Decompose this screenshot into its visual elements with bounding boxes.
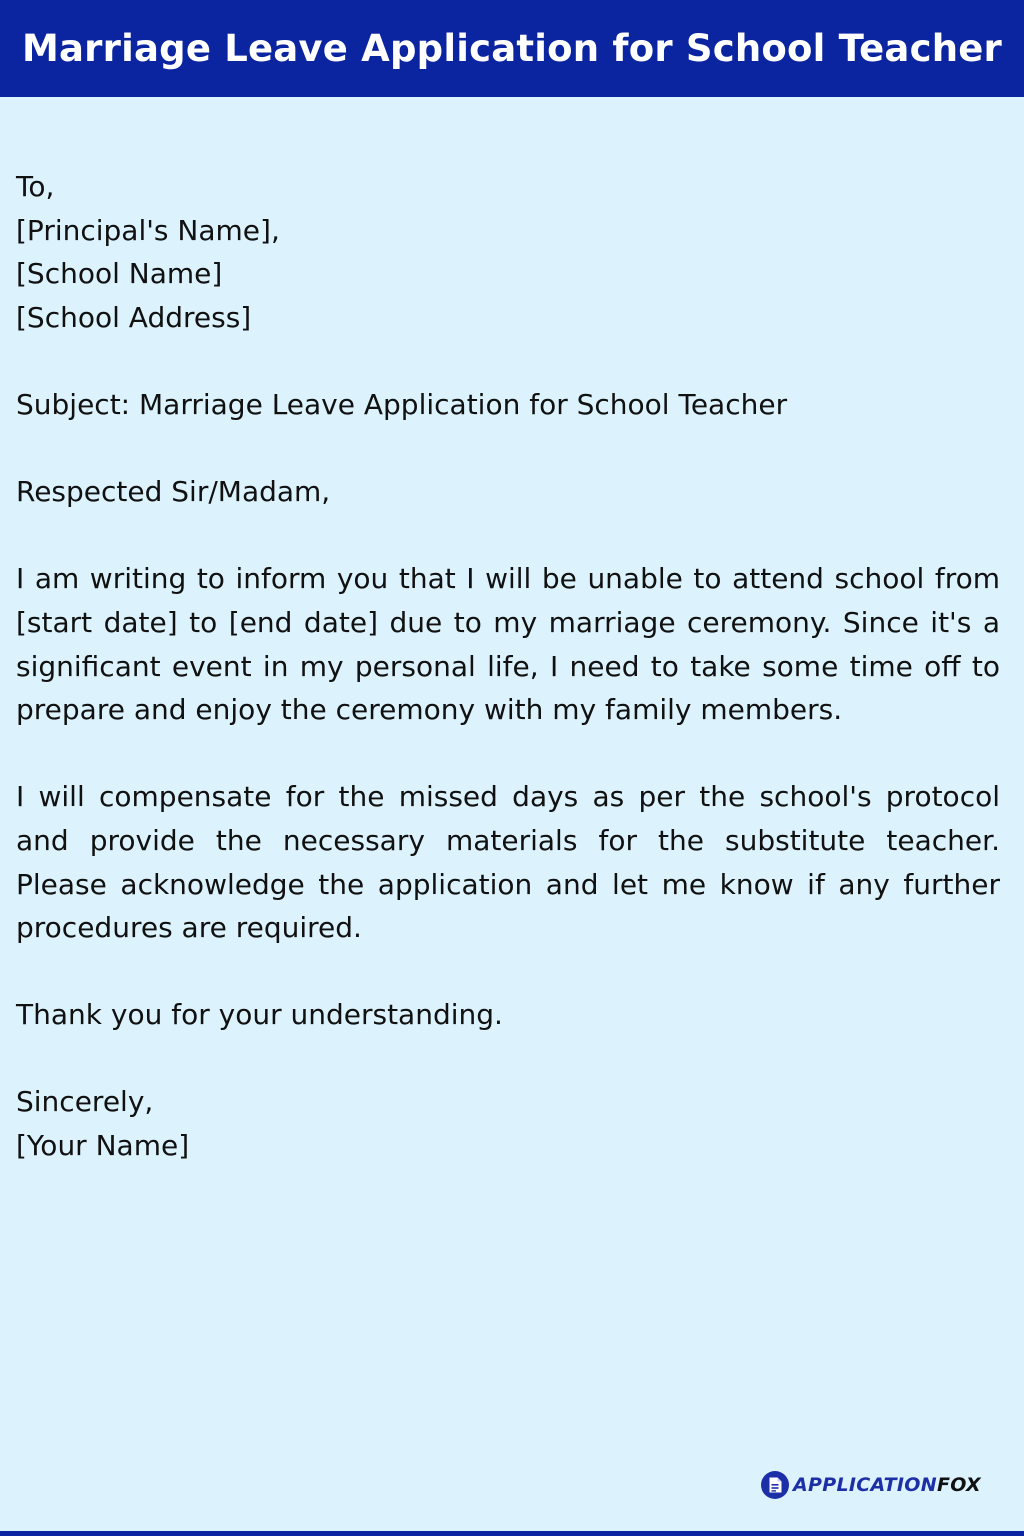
spacer <box>16 514 1000 558</box>
body-paragraph-2: I will compensate for the missed days as per the school's protocol and provide the necessary materials for the substitute teacher. Please acknowledge the application and let me know if any further procedures are required. <box>16 780 1000 945</box>
brand-logo <box>760 1469 981 1501</box>
document-icon <box>760 1470 790 1500</box>
footer-bar <box>0 1531 1024 1536</box>
header-banner <box>0 0 1024 97</box>
body-paragraph-1: I am writing to inform you that I will be unable to attend school from [start date] to [end date] due to my marriage ceremony. Since it's a significant event in my personal life, I need to take some time off to prepare and enjoy the ceremony with my family members. <box>16 562 1000 727</box>
page-title: Marriage Leave Application for School Teacher <box>22 27 1002 70</box>
letter-body <box>16 165 1000 1168</box>
salutation: Respected Sir/Madam, <box>16 475 331 509</box>
spacer <box>16 950 1000 994</box>
address-line-school-address: [School Address] <box>16 300 252 334</box>
brand-name-part-2: FOX <box>936 1474 981 1496</box>
spacer <box>16 1037 1000 1081</box>
address-line-to: To, <box>16 170 55 203</box>
brand-name <box>793 1474 981 1496</box>
address-line-principal: [Principal's Name], <box>16 213 280 247</box>
spacer <box>16 427 1000 471</box>
spacer <box>16 339 1000 383</box>
signature-line: [Your Name] <box>16 1129 190 1163</box>
brand-name-part-1: APPLICATION <box>793 1474 937 1496</box>
spacer <box>16 732 1000 776</box>
thanks-line: Thank you for your understanding. <box>16 998 503 1032</box>
closing-line: Sincerely, <box>16 1085 154 1119</box>
address-line-school-name: [School Name] <box>16 257 223 291</box>
subject-line: Subject: Marriage Leave Application for School Teacher <box>16 387 788 421</box>
